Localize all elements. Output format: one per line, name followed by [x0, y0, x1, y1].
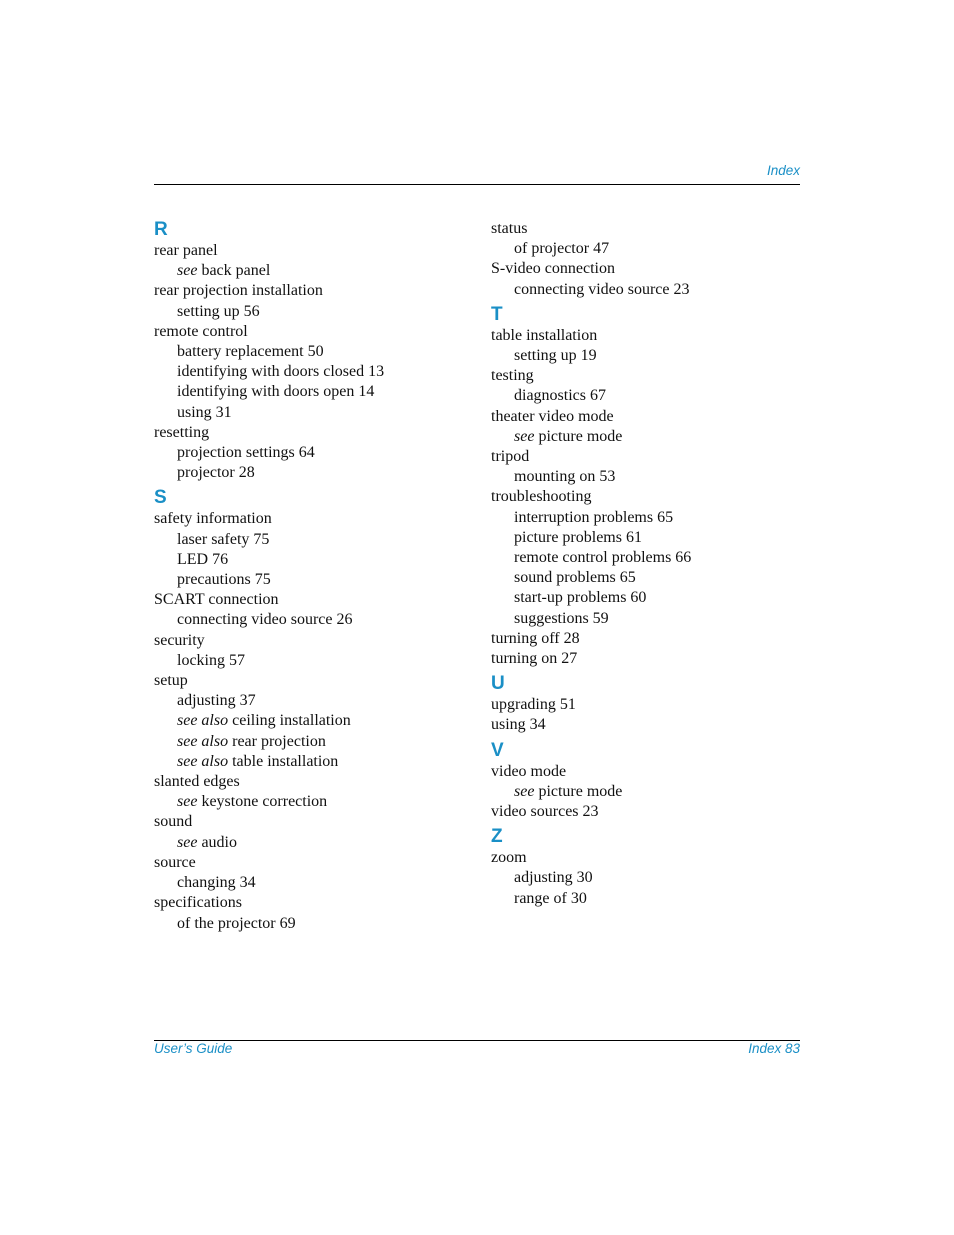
index-subentry: [154, 261, 474, 281]
index-subentry: identifying with doors open 14: [177, 383, 375, 401]
index-subentry: picture problems 61: [514, 528, 642, 546]
index-subentry: adjusting 30: [514, 869, 593, 887]
index-column-right: [491, 219, 811, 909]
index-entry: status: [491, 220, 528, 237]
index-subentry: changing 34: [177, 874, 256, 892]
index-subentry: start-up problems 60: [514, 589, 647, 607]
index-subentry: adjusting 37: [177, 692, 256, 710]
index-subentry: projector 28: [177, 464, 255, 482]
index-subentry: projection settings 64: [177, 444, 315, 462]
cross-reference-label: see: [177, 262, 198, 280]
index-subentry: laser safety 75: [177, 530, 270, 548]
index-subentry-text: audio: [201, 833, 237, 851]
index-section-letter: U: [491, 673, 505, 695]
index-subentry: using 31: [177, 403, 232, 421]
index-subentry: suggestions 59: [514, 609, 609, 627]
index-entry: source: [154, 853, 196, 871]
cross-reference-label: see also: [177, 712, 229, 730]
index-entry: troubleshooting: [491, 488, 592, 506]
index-entry: turning off 28: [491, 629, 580, 647]
index-subentry: precautions 75: [177, 571, 271, 589]
index-subentry: range of 30: [514, 889, 587, 907]
index-entry: rear projection installation: [154, 282, 323, 300]
index-section-letter: V: [491, 739, 504, 761]
index-entry: rear panel: [154, 242, 218, 259]
index-subentry: interruption problems 65: [514, 508, 674, 526]
index-subentry: mounting on 53: [514, 468, 616, 486]
index-entry: video mode: [491, 762, 567, 780]
index-subentry: remote control problems 66: [514, 549, 692, 567]
index-entry: safety information: [154, 510, 272, 528]
index-entry: testing: [491, 367, 534, 385]
index-subentry: [491, 782, 811, 802]
index-subentry: identifying with doors closed 13: [177, 363, 385, 381]
cross-reference-label: see: [177, 793, 198, 811]
index-entry: tripod: [491, 448, 530, 466]
index-section-letter: T: [491, 303, 503, 325]
index-subentry-text: picture mode: [538, 782, 623, 800]
index-subentry: [154, 792, 474, 812]
index-entry: S-video connection: [491, 260, 615, 278]
index-subentry: of projector 47: [514, 240, 610, 258]
index-section-letter: R: [154, 219, 168, 240]
index-entry: slanted edges: [154, 773, 240, 791]
cross-reference-label: see also: [177, 732, 229, 750]
cross-reference-label: see: [177, 833, 198, 851]
index-section-letter: Z: [491, 826, 503, 848]
index-section-letter: S: [154, 487, 167, 509]
footer-guide-title: User’s Guide: [154, 1041, 233, 1056]
index-subentry-text: table installation: [232, 752, 339, 770]
index-subentry: of the projector 69: [177, 914, 296, 932]
index-entry: turning on 27: [491, 650, 578, 668]
index-subentry: [154, 752, 474, 772]
cross-reference-label: see also: [177, 752, 229, 770]
index-entry: upgrading 51: [491, 696, 576, 714]
index-subentry: connecting video source 23: [514, 280, 690, 298]
index-entry: remote control: [154, 322, 248, 340]
cross-reference-label: see: [514, 782, 535, 800]
index-subentry-text: picture mode: [538, 427, 623, 445]
index-entry: SCART connection: [154, 591, 279, 609]
index-subentry-text: keystone correction: [201, 793, 328, 811]
header-rule: [154, 184, 800, 185]
index-entry: setup: [154, 672, 188, 690]
index-subentry-text: back panel: [201, 262, 271, 280]
index-subentry: [154, 711, 474, 731]
index-entry: using 34: [491, 716, 546, 734]
index-entry: sound: [154, 813, 193, 831]
index-entry: zoom: [491, 849, 527, 867]
index-subentry: [154, 833, 474, 853]
running-header: Index: [766, 163, 800, 178]
index-subentry-text: ceiling installation: [232, 712, 351, 730]
index-subentry: [491, 427, 811, 447]
footer-rule: [154, 1040, 800, 1041]
index-subentry: LED 76: [177, 550, 229, 568]
index-entry: theater video mode: [491, 407, 614, 425]
index-subentry: locking 57: [177, 651, 245, 669]
cross-reference-label: see: [514, 427, 535, 445]
index-entry: resetting: [154, 423, 210, 441]
index-subentry-text: rear projection: [232, 732, 326, 750]
footer-page-number: Index 83: [748, 1041, 800, 1056]
index-entry: specifications: [154, 894, 242, 912]
index-column-left: [154, 219, 474, 934]
index-subentry: [154, 732, 474, 752]
index-subentry: setting up 56: [177, 302, 260, 320]
index-subentry: sound problems 65: [514, 569, 636, 587]
index-entry: security: [154, 631, 205, 649]
index-subentry: connecting video source 26: [177, 611, 353, 629]
index-subentry: diagnostics 67: [514, 387, 606, 405]
index-subentry: setting up 19: [514, 347, 597, 365]
index-entry: video sources 23: [491, 803, 599, 821]
index-subentry: battery replacement 50: [177, 343, 324, 361]
index-entry: table installation: [491, 326, 598, 344]
